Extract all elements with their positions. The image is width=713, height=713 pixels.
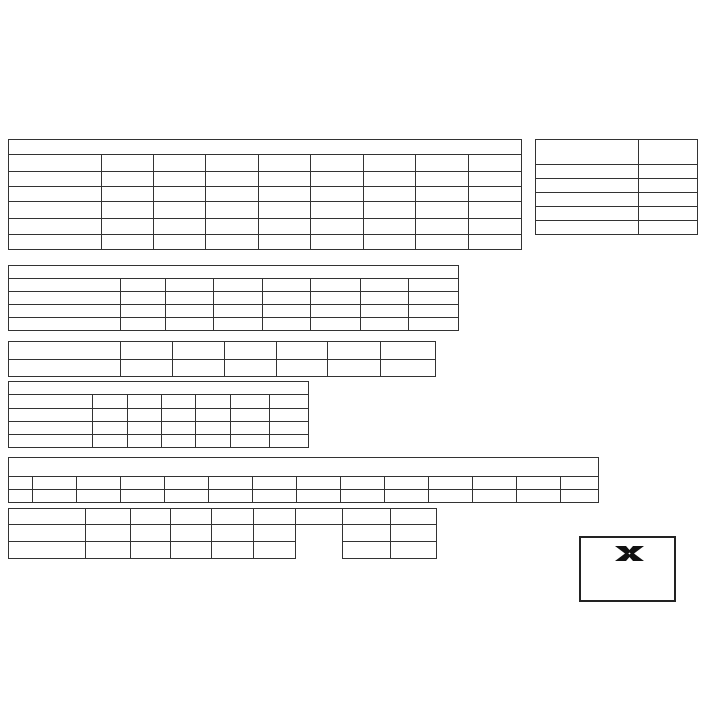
table-row [9,155,522,172]
table-cell [206,172,259,187]
table-row [9,202,522,219]
table-cell [214,292,263,305]
table-cell [385,477,429,490]
table-row [9,422,309,435]
table-cell [102,235,154,250]
table-cell [270,422,309,435]
row-label [9,235,102,250]
table-row [9,525,437,542]
table-cell [154,235,206,250]
table-cell [86,542,131,559]
table-cell [469,155,522,172]
table-cell [361,318,409,331]
table-cell [343,542,391,559]
table-cell [416,172,469,187]
table-cell [254,542,296,559]
table-cell [128,395,162,409]
saltire-emblem-icon [615,546,644,561]
table-cell [128,409,162,422]
table-cell [391,542,437,559]
row-label [9,435,93,448]
table-row [9,172,522,187]
table-cell [270,395,309,409]
table-cell [171,509,212,525]
table-cell [212,509,254,525]
table-cell [270,435,309,448]
table-cell [341,490,385,503]
table-cell [33,477,77,490]
womens-clothing-table [8,265,459,331]
table-cell [263,305,311,318]
headwear-table [8,508,437,559]
table-cell [416,235,469,250]
table-cell [311,305,361,318]
table-cell [254,525,296,542]
table-cell [311,155,364,172]
row-label [536,193,639,207]
table-cell [469,172,522,187]
table-cell [639,221,698,235]
table-row [9,509,437,525]
table-cell [270,409,309,422]
table-cell [361,279,409,292]
table-cell [166,305,214,318]
table-cell [328,342,381,360]
table-cell [131,542,171,559]
table-cell [121,490,165,503]
table-cell [121,279,166,292]
table-cell [469,187,522,202]
table-row [9,477,599,490]
table-cell [162,395,196,409]
table-cell [254,509,296,525]
table-cell [259,202,311,219]
table-row [9,318,459,331]
table-cell [128,422,162,435]
row-label [9,219,102,235]
table-cell [364,235,416,250]
row-label [9,172,102,187]
table-cell [296,525,343,542]
table-cell [259,219,311,235]
table-cell [166,279,214,292]
row-label [9,360,121,377]
table-cell [131,509,171,525]
table-cell [277,360,328,377]
table-cell [416,187,469,202]
table-cell [166,318,214,331]
table-cell [86,525,131,542]
table-cell [639,207,698,221]
table-cell [263,292,311,305]
table-cell [391,509,437,525]
table-cell [196,409,231,422]
table-cell [364,155,416,172]
table-cell [214,279,263,292]
table-row [9,279,459,292]
row-label [9,202,102,219]
table-cell [469,202,522,219]
table-cell [196,435,231,448]
headwear-section-title [9,509,86,525]
footwear-table [8,457,599,503]
table-cell [639,179,698,193]
table-cell [259,187,311,202]
table-cell [364,172,416,187]
table-cell [206,155,259,172]
womens-section-title [9,266,459,279]
table-cell [263,279,311,292]
table-cell [361,305,409,318]
row-label [9,395,93,409]
row-label [9,525,86,542]
table-cell [121,477,165,490]
table-cell [212,525,254,542]
row-label [9,542,86,559]
table-row [9,409,309,422]
table-cell [173,342,225,360]
table-row [9,235,522,250]
row-label [536,221,639,235]
row-label [536,179,639,193]
mens-section-title [9,140,522,155]
table-cell [364,219,416,235]
table-cell [196,422,231,435]
table-cell [196,395,231,409]
table-cell [206,187,259,202]
table-cell [296,542,343,559]
table-cell [77,477,121,490]
table-cell [639,193,698,207]
table-cell [381,360,436,377]
table-cell [128,435,162,448]
table-cell [429,490,473,503]
table-cell [231,422,270,435]
row-label [9,490,33,503]
table-cell [162,422,196,435]
table-cell [416,155,469,172]
table-cell [385,490,429,503]
table-cell [154,172,206,187]
table-cell [93,395,128,409]
table-cell [33,490,77,503]
table-row [536,179,698,193]
table-cell [165,477,209,490]
table-cell [225,342,277,360]
table-row [9,435,309,448]
table-cell [409,279,459,292]
table-cell [214,318,263,331]
brand-logo [579,536,676,602]
table-row [536,207,698,221]
table-cell [253,490,297,503]
row-label [9,279,121,292]
table-cell [154,155,206,172]
table-cell [162,435,196,448]
table-cell [296,509,343,525]
table-cell [162,409,196,422]
table-cell [171,542,212,559]
table-row [9,395,309,409]
table-row [536,193,698,207]
table-row [9,542,437,559]
table-cell [328,360,381,377]
mens-clothing-table [8,139,522,250]
table-cell [206,219,259,235]
table-cell [311,292,361,305]
row-label [9,477,33,490]
row-label [536,207,639,221]
table-cell [102,219,154,235]
table-cell [311,318,361,331]
table-cell [225,360,277,377]
table-row [536,221,698,235]
table-cell [381,342,436,360]
table-cell [416,219,469,235]
table-cell [364,187,416,202]
table-cell [409,318,459,331]
table-cell [121,305,166,318]
mens-trousers-table [535,139,698,235]
table-cell [277,342,328,360]
table-cell [343,525,391,542]
table-cell [259,172,311,187]
table-cell [121,318,166,331]
table-cell [361,292,409,305]
table-cell [231,435,270,448]
table-cell [469,235,522,250]
table-row [9,292,459,305]
table-cell [206,202,259,219]
table-row [9,342,436,360]
table-row [9,219,522,235]
footwear-section-title [9,458,599,477]
table-cell [469,219,522,235]
trousers-section-title [536,140,639,165]
table-cell [473,490,517,503]
table-cell [259,235,311,250]
table-cell [77,490,121,503]
table-cell [214,305,263,318]
table-cell [391,525,437,542]
table-cell [364,202,416,219]
table-cell [311,172,364,187]
table-cell [102,187,154,202]
table-cell [173,360,225,377]
table-cell [311,219,364,235]
table-cell [93,435,128,448]
table-cell [209,477,253,490]
table-row [9,360,436,377]
table-row [9,490,599,503]
table-cell [154,202,206,219]
table-cell [517,477,561,490]
row-label [9,305,121,318]
table-cell [212,542,254,559]
row-label [9,409,93,422]
table-cell [429,477,473,490]
table-cell [561,477,599,490]
table-cell [253,477,297,490]
table-cell [639,165,698,179]
table-cell [209,490,253,503]
table-cell [341,477,385,490]
table-cell [409,305,459,318]
trousers-inside-leg-header [639,140,698,165]
table-cell [297,490,341,503]
table-cell [154,187,206,202]
table-row [9,187,522,202]
table-cell [121,360,173,377]
row-label [9,155,102,172]
row-label [9,318,121,331]
table-cell [473,477,517,490]
table-cell [263,318,311,331]
table-cell [102,202,154,219]
table-cell [311,279,361,292]
table-cell [409,292,459,305]
table-cell [93,422,128,435]
table-cell [259,155,311,172]
table-cell [561,490,599,503]
table-cell [131,525,171,542]
table-row [536,165,698,179]
kids-clothing-table [8,381,309,448]
table-row [9,305,459,318]
table-cell [311,202,364,219]
table-cell [102,155,154,172]
table-cell [311,235,364,250]
table-cell [231,409,270,422]
table-cell [517,490,561,503]
table-cell [121,292,166,305]
kids-section-title [9,382,309,395]
table-cell [311,187,364,202]
table-cell [166,292,214,305]
table-cell [102,172,154,187]
table-cell [154,219,206,235]
row-label [9,422,93,435]
row-label [9,342,121,360]
table-cell [343,509,391,525]
table-cell [86,509,131,525]
table-cell [93,409,128,422]
table-cell [297,477,341,490]
table-cell [121,342,173,360]
table-cell [416,202,469,219]
table-cell [165,490,209,503]
row-label [9,292,121,305]
table-cell [206,235,259,250]
table-cell [231,395,270,409]
row-label [536,165,639,179]
table-cell [171,525,212,542]
row-label [9,187,102,202]
womens-alt-sizes-table [8,341,436,377]
